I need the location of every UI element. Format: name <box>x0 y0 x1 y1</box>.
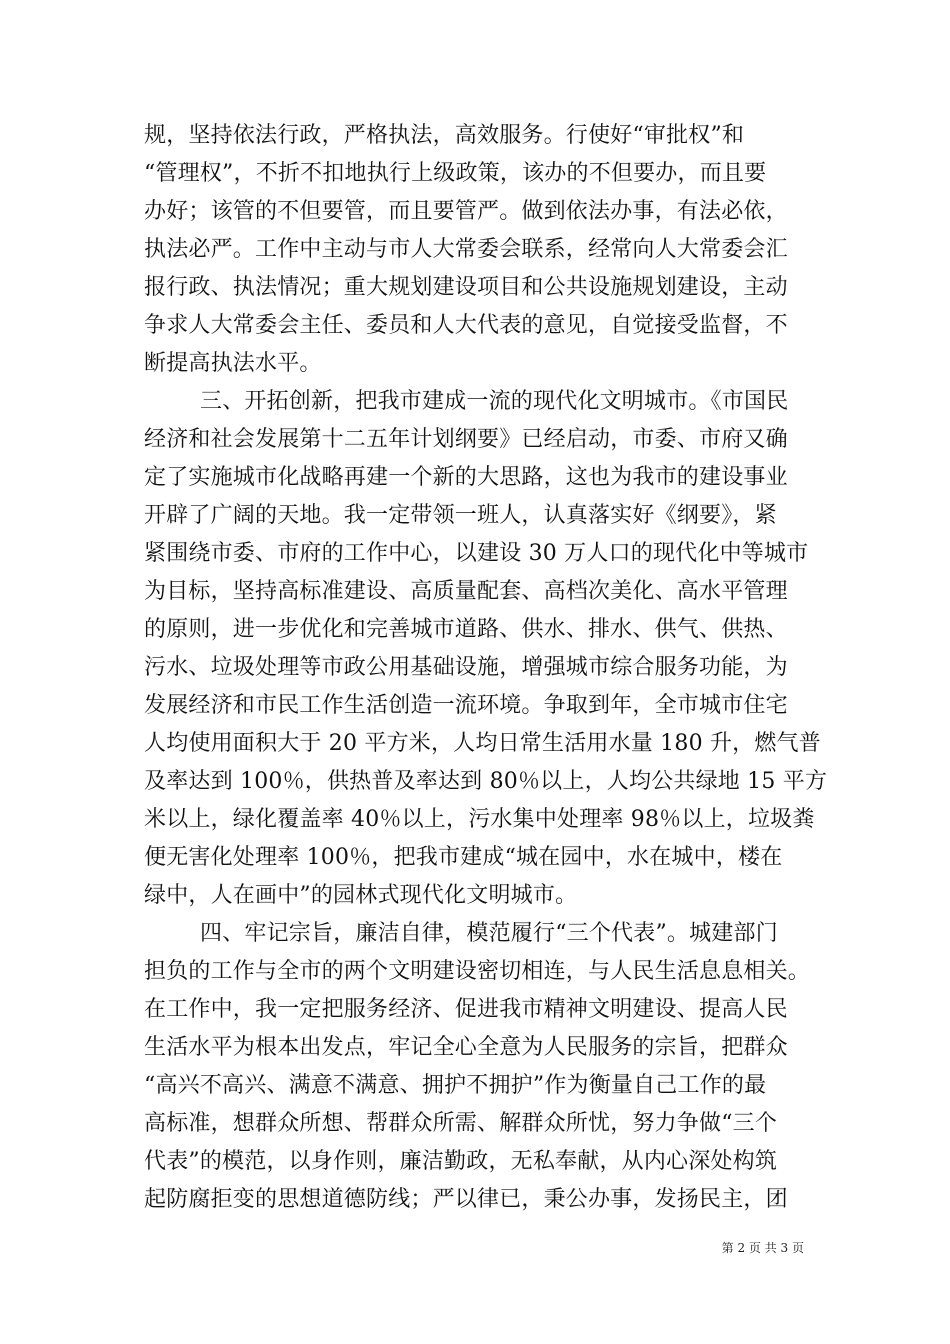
text-line: 人均使用面积大于 20 平方米，人均日常生活用水量 180 升，燃气普 <box>144 731 821 756</box>
text-line: 报行政、执法情况；重大规划建设项目和公共设施规划建设，主动 <box>144 275 788 300</box>
text-line: 便无害化处理率 100％，把我市建成“城在园中，水在城中，楼在 <box>144 845 783 870</box>
paragraph-continued <box>144 117 824 383</box>
text-line: 开辟了广阔的天地。我一定带领一班人，认真落实好《纲要》，紧 <box>144 503 777 528</box>
text-line: 担负的工作与全市的两个文明建设密切相连，与人民生活息息相关。 <box>144 959 811 984</box>
text-line: 污水、垃圾处理等市政公用基础设施，增强城市综合服务功能，为 <box>144 655 788 680</box>
text-line: 断提高执法水平。 <box>144 351 322 376</box>
text-line: “管理权”，不折不扣地执行上级政策，该办的不但要办，而且要 <box>144 161 767 186</box>
text-line: 紧围绕市委、市府的工作中心，以建设 30 万人口的现代化中等城市 <box>144 541 809 566</box>
text-line: 为目标，坚持高标准建设、高质量配套、高档次美化、高水平管理 <box>144 579 788 604</box>
text-line: 三、开拓创新，把我市建成一流的现代化文明城市。《市国民 <box>200 389 789 414</box>
text-line: 定了实施城市化战略再建一个新的大思路，这也为我市的建设事业 <box>144 465 788 490</box>
text-line: 规，坚持依法行政，严格执法，高效服务。行使好“审批权”和 <box>144 123 745 148</box>
body-text <box>144 117 828 1219</box>
text-line: 办好；该管的不但要管，而且要管严。做到依法办事，有法必依， <box>144 199 788 224</box>
text-line: 起防腐拒变的思想道德防线；严以律已，秉公办事，发扬民主，团 <box>144 1187 788 1212</box>
text-line: 绿中，人在画中”的园林式现代化文明城市。 <box>144 883 578 908</box>
text-line: 米以上，绿化覆盖率 40％以上，污水集中处理率 98％以上，垃圾粪 <box>144 807 815 832</box>
text-line: 发展经济和市民工作生活创造一流环境。争取到年，全市城市住宅 <box>144 693 788 718</box>
paragraph-four <box>144 915 824 1219</box>
text-line: 的原则，进一步优化和完善城市道路、供水、排水、供气、供热、 <box>144 617 788 642</box>
text-line: 生活水平为根本出发点，牢记全心全意为人民服务的宗旨，把群众 <box>144 1035 788 1060</box>
text-line: “高兴不高兴、满意不满意、拥护不拥护”作为衡量自己工作的最 <box>144 1073 767 1098</box>
page-number-footer: 第 2 页 共 3 页 <box>721 1241 804 1255</box>
text-line: 代表”的模范，以身作则，廉洁勤政，无私奉献，从内心深处构筑 <box>144 1149 778 1174</box>
text-line: 经济和社会发展第十二五年计划纲要》已经启动，市委、市府又确 <box>144 427 788 452</box>
text-line: 争求人大常委会主任、委员和人大代表的意见，自觉接受监督，不 <box>144 313 788 338</box>
text-line: 执法必严。工作中主动与市人大常委会联系，经常向人大常委会汇 <box>144 237 788 262</box>
text-line: 高标准，想群众所想、帮群众所需、解群众所忧，努力争做“三个 <box>144 1111 778 1136</box>
paragraph-three <box>144 383 828 915</box>
text-line: 四、牢记宗旨，廉洁自律，模范履行“三个代表”。城建部门 <box>200 921 778 946</box>
text-line: 及率达到 100％，供热普及率达到 80％以上，人均公共绿地 15 平方 <box>144 769 828 794</box>
text-line: 在工作中，我一定把服务经济、促进我市精神文明建设、提高人民 <box>144 997 788 1022</box>
